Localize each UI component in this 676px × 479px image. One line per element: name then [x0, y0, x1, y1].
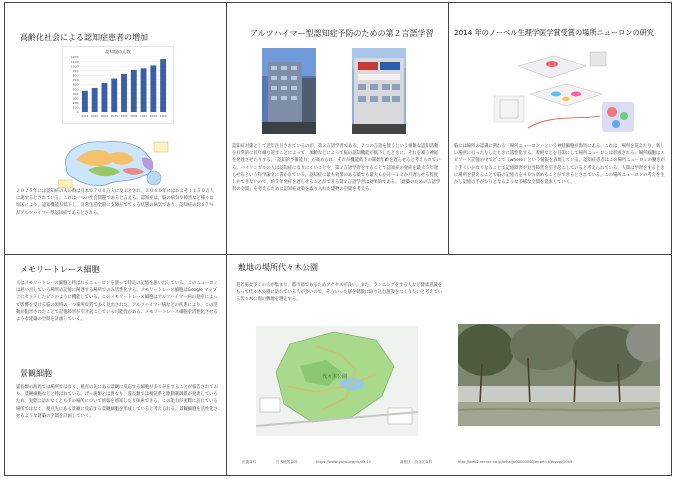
chart-x-tick-label: 2060 [159, 114, 167, 118]
panel4-body2: 霊長類の海馬では場所ではなく、視点の先にある景観に反応する細胞が多く存在することが報告されており、景観細胞などと呼ばれている。げっ歯類とは異なり、霊長類では視覚系と歌動制御系が発達しているため、実際に訪れなくとも手の場所について情報を感知したり探索できる。この能力が実際に訪れている場所ではなく、視点先にある景観に反応する景観細胞を形成していると考えられる。景観細胞を活性化させるような建築の空間を計画していく。 [16, 385, 218, 419]
panel4-title: メモリートレース細胞 [20, 265, 100, 274]
chart-y-tick-label: 1100 [70, 59, 79, 64]
place-neuron-diagram [490, 44, 638, 138]
chart-y-tick-label: 800 [72, 73, 79, 78]
chart-y-tick-label: 1000 [70, 64, 79, 69]
map-label: 代々木公園 [322, 374, 348, 380]
building-photo-2 [352, 48, 406, 134]
park-photo [458, 324, 660, 426]
chart-bar [150, 65, 156, 112]
chart-y-tick-label: 300 [72, 96, 79, 101]
chart-x-tick-labels [81, 114, 167, 118]
chart-y-tick-label: 500 [72, 87, 79, 92]
panel4-subtitle: 景観細胞 [20, 369, 52, 378]
row-divider [4, 254, 672, 255]
chart-x-tick-label: 2025 [110, 114, 118, 118]
yoyogi-park-map [256, 326, 418, 436]
caption-photo-url: http://web2.recruit.ne.jp/mba/jp00000000/enset=t/Yoyogi/2009 [458, 460, 573, 464]
panel2-title: アルツハイマー型認知症予防のための第２言語学習 [250, 29, 434, 38]
chart-bar [131, 70, 137, 112]
chart-y-tick-label: 600 [72, 82, 79, 87]
chart-bar [160, 59, 166, 112]
chart-x-tick-label: 2040 [139, 114, 148, 118]
chart-bar [111, 79, 117, 112]
panel1-body: ２０２５年には認知症の人の数は日本で７００万人に及ぶとされ、２０６０年にはおよそ１１５０万人に達するとされている。これは一つの社会問題であると言える。認知症は、脳の病気や障害など様々な原因により、認知機能が低下し、日常生活全般に支障がでてくる状態の病気であり、認知症の約６７％がアルツハイマー型認知症であるとされる。 [16, 189, 214, 216]
chart-y-tick-label: 100 [72, 105, 79, 110]
chart-y-tick-label: 1200 [70, 55, 79, 60]
caption-source-mid: 日本地図資料 [276, 460, 298, 464]
column-divider-2 [448, 2, 449, 254]
chart-title: 認知症の人数 [105, 49, 131, 54]
chart-x-tick-label: 2012 [81, 114, 89, 118]
caption-source-right: 新宿区 渋谷区資料 [400, 460, 433, 464]
chart-bar [102, 83, 108, 112]
panel3-title: 2014 年のノーベル生理学医学賞受賞の場所ニューロンの研究 [454, 28, 655, 37]
caption-url: https://www.yoyo.org/ck/03-15 [316, 460, 372, 464]
chart-y-tick-label: 400 [72, 91, 79, 96]
dementia-count-chart [62, 46, 174, 124]
brain-illustration [58, 136, 170, 190]
panel5-title: 敷地の場所代々木公園 [238, 263, 318, 272]
chart-x-tick-label: 2030 [120, 114, 128, 118]
chart-y-tick-label: 900 [72, 68, 79, 73]
panel2-body: 認知症対策として近年注目されているのが、第２言語学習である。２つの言語を使うという複雑な認知活動を日常的に長年繰り返すことによって、加齢などによって脳の認知機能が低下したときに、それを補う神経を発達させたりする。「認知的予備能力」が高められ、それが機能低下の開始年齢を遅らせると考えられている。バイリンガルの人は認知症になりにくいことや、第２言語学習をすることで認知症の発症を最大５年遅らせるという科学論文に書かれている。認知症に最も効果のある薬でも最大６か月〜１２か月遅らせる程度しかできないので、約５年発症を遅らせることができる第２言語学習は効果的である。「建築のための言語学習の空間」を考えるために認知症対策を取り入れた建物の空間を考える。 [232, 144, 441, 193]
chart-y-tick-label: 0 [76, 110, 79, 115]
chart-bar [82, 91, 88, 112]
chart-bar [141, 68, 147, 112]
panel3-body: 脳には場所の認識に関わる「場所ニューロン」という神経細胞が海馬にある。これは、場所を覚えたり、新しい場所に行ったりしたときに活性化する。着板などを目印にして場所ニューロンは形成される。場所細胞はエピソード記憶の中でどこで（where）という情報を表現している。認知症患者はこの場所ニューロンの働きが上手くいかなくなることで記憶障害や見当障害を引き起こしていると考えられている。人間は学習をするときに場所を覚えることで脳の記憶力を４０％高めることができるとされている。この場所ニューロンの考えを生かし記憶の手がかりとなるような多様な空間を追求していく。 [454, 144, 665, 186]
chart-y-tick-labels [71, 55, 79, 114]
panel1-title: 高齢化社会による認知症患者の増加 [20, 33, 148, 42]
chart-y-tick-label: 700 [72, 78, 79, 83]
chart-x-tick-label: 2050 [149, 114, 157, 118]
column-divider-1 [226, 2, 227, 476]
chart-bar [92, 88, 98, 112]
chart-x-tick-label: 2020 [100, 114, 109, 118]
chart-y-tick-label: 200 [72, 101, 79, 106]
panel4-body: 人はメモリートレース細胞と呼ばれるニューロンを使って特定の記憶を思い出している。このニューロンは思い出している場所の記憶に関連する場所でのみ活性化する。メモリートレース細胞はGoogle マップ上にセットしたピンのように機能している。このメモリートレース細胞はアルツハイマー病の発症によって影響を受ける脳の領域の一つ場所皮質で多く見出された。アルツハイマー病などの疾患により、この活動が阻害されたことで記憶障害が引き起こしている可能性がある。メモリートレース細胞を活性化させるような建築の空間を計画していく。 [16, 281, 218, 323]
caption-source-left: 出典資料 [242, 460, 257, 464]
panel5-body: 老若男女多くの人が集まり、都市部であるためアクセスが良い。また、ランニングをする人など健康意識をもって代々木公園に訪れている人が多いので、そういった層を刺激に取り込む施設をつくりたいと考えている代々木公園の敷地を選定する。 [236, 283, 443, 303]
chart-bar [121, 74, 127, 112]
chart-x-tick-label: 2015 [91, 114, 99, 118]
building-photo-1 [262, 48, 316, 134]
chart-x-tick-label: 2035 [130, 114, 138, 118]
